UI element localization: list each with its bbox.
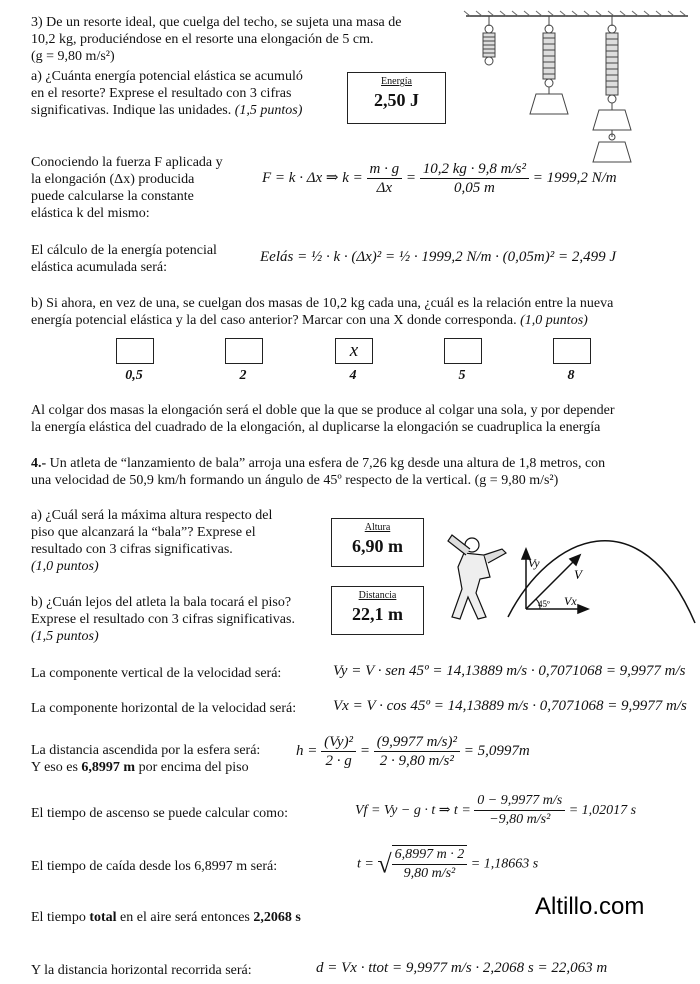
option-label: 5 [458, 368, 466, 383]
p3-k-line: la elongación (Δx) producida [31, 172, 195, 187]
equation-vy: Vy = V · sen 45º = 14,13889 m/s · 0,7071068 = 9,9977 m/s [333, 663, 686, 679]
equation-vx: Vx = V · cos 45º = 14,13889 m/s · 0,7071068 = 9,9977 m/s [333, 698, 687, 714]
equation-time-up [355, 792, 636, 829]
label-angle: 45º [538, 599, 550, 609]
p4-qa-line: piso que alcanzará la “bala”? Exprese el [31, 525, 256, 540]
eq-h-result: = 5,0997m [463, 743, 530, 759]
p3-qa-points: (1,5 puntos) [234, 103, 303, 118]
answer-box-label: Energía [381, 76, 412, 87]
watermark-logo: Altillo.com [535, 893, 645, 920]
eq-k-left: F = k · Δx ⇒ k = [262, 170, 363, 186]
p3-qb-points: (1,0 puntos) [520, 313, 588, 328]
p3-question-a [31, 68, 336, 119]
option-label: 8 [567, 368, 575, 383]
frac-numerator: 0 − 9,9977 m/s [474, 792, 565, 811]
frac-numerator: (9,9977 m/s)² [374, 733, 460, 752]
p4-intro-line: Un atleta de “lanzamiento de bala” arroja una esfera de 7,26 kg desde una altura de 1,8 metros, con [49, 456, 606, 471]
frac-numerator: m · g [367, 160, 403, 179]
eq-h-left: h = [296, 743, 318, 759]
frac-denominator: 0,05 m [453, 180, 495, 196]
equation-height: h = $\frac{\text{(Vy)²}}{2 \cdot g}$ = $\frac{\text{(9,9977 m/s)²}}{\text{2 · 9,80 m/s²}}$ = 5,0997m [296, 734, 530, 769]
label-vy: Vy [528, 556, 540, 570]
p4-line6-a: El tiempo [31, 910, 86, 925]
p3-ansb-line: la energía elástica del cuadrado de la elongación, al duplicarse la elongación se cuadruplica la energía [31, 420, 601, 435]
frac-denominator: 2 · g [325, 753, 352, 769]
answer-box-distance [331, 586, 424, 635]
eq-tf-result: = 1,18663 s [470, 856, 539, 872]
option-checkbox[interactable] [553, 338, 591, 364]
p3-k-explanation [31, 154, 249, 222]
p4-qa-points: (1,0 puntos) [31, 559, 99, 574]
p4-line3-a: La distancia ascendida por la esfera será: [31, 743, 261, 758]
frac-numerator: 10,2 kg · 9,8 m/s² [420, 160, 529, 179]
equation-distance: d = Vx · ttot = 9,9977 m/s · 2,2068 s = 22,063 m [316, 960, 608, 976]
p3-question-b [31, 295, 671, 329]
frac-numerator: 6,8997 m · 2 [392, 846, 468, 865]
p3-qa-line: significativas. Indique las unidades. [31, 103, 232, 118]
p4-qa-line: a) ¿Cuál será la máxima altura respecto del [31, 508, 273, 523]
p3-energy-explanation [31, 242, 261, 276]
option-checkbox[interactable] [225, 338, 263, 364]
p4-line1-text: La componente vertical de la velocidad será: [31, 666, 282, 681]
p3-intro [31, 14, 441, 65]
p4-number: 4.- [31, 456, 47, 471]
eq-h-frac2 [374, 733, 460, 770]
eq-t-left: Vf = Vy − g · t ⇒ t = [355, 803, 471, 818]
p4-line6-bold2: 2,2068 s [253, 910, 301, 925]
option-label: 0,5 [125, 368, 143, 383]
p4-qb-line: Exprese el resultado con 3 cifras significativas. [31, 612, 295, 627]
springs-figure [462, 10, 692, 170]
option-label: 4 [349, 368, 357, 383]
p4-qb-line: b) ¿Cuán lejos del atleta la bala tocará el piso? [31, 595, 292, 610]
p4-qb-points: (1,5 puntos) [31, 629, 99, 644]
trajectory-curve [508, 541, 695, 623]
p3-k-line: Conociendo la fuerza F aplicada y [31, 155, 223, 170]
p3-answer-b [31, 402, 681, 436]
equation-k: F = k · Δx ⇒ k = $\frac{m \cdot g}{\Delta x}$ = $\frac{\text{10,2 kg · 9,8 m/s²}}{0,05 m}$ = 1999,2 N/m [262, 161, 617, 196]
eq-k-frac1 [367, 160, 403, 197]
p3-qa-line: a) ¿Cuánta energía potencial elástica se acumuló [31, 69, 303, 84]
p3-k-line: elástica k del mismo: [31, 206, 150, 221]
p3-intro-line: 10,2 kg, produciéndose en el resorte una elongación de 5 cm. [31, 32, 374, 47]
p3-e-line: elástica acumulada será: [31, 260, 168, 275]
answer-box-value: 22,1 m [352, 604, 403, 624]
p3-e-line: El cálculo de la energía potencial [31, 243, 217, 258]
p4-line6-bold1: total [89, 910, 117, 925]
eq-k-frac2 [420, 160, 529, 197]
p4-question-a [31, 507, 331, 575]
athlete-figure [448, 535, 506, 619]
p4-line3-b: Y eso es [31, 760, 78, 775]
option-checkbox[interactable] [444, 338, 482, 364]
p3-qb-line: b) Si ahora, en vez de una, se cuelgan dos masas de 10,2 kg cada una, ¿cuál es la relación entre la nueva [31, 296, 614, 311]
p3-intro-line: 3) De un resorte ideal, que cuelga del techo, se sujeta una masa de [31, 15, 402, 30]
label-v: V [574, 567, 582, 582]
equation-energy: Eelás = ½ · k · (Δx)² = ½ · 1999,2 N/m · (0,05m)² = 2,499 J [260, 249, 617, 265]
option-checkbox[interactable]: x [335, 338, 373, 364]
p4-line6-text [31, 909, 301, 926]
p4-line4-text: El tiempo de ascenso se puede calcular como: [31, 806, 288, 821]
p4-line7-text: Y la distancia horizontal recorrida será: [31, 963, 252, 978]
eq-k-result: = 1999,2 N/m [532, 170, 617, 186]
equation-time-fall: t = √ $\frac{6,8997 m \cdot 2}{\text{9,80 m/s²}}$ = 1,18663 s [357, 847, 539, 881]
frac-denominator: 9,80 m/s² [403, 866, 456, 881]
label-vx: Vx [564, 594, 577, 608]
p3-qa-line: en el resorte? Exprese el resultado con 3 cifras [31, 86, 292, 101]
p3-ansb-line: Al colgar dos masas la elongación será el doble que la que se produce al colgar una sola, y por depender [31, 403, 615, 418]
answer-box-energy [347, 72, 446, 124]
frac-denominator: 2 · 9,80 m/s² [379, 753, 454, 769]
option-checkbox[interactable] [116, 338, 154, 364]
frac-denominator: Δx [376, 180, 393, 196]
eq-t-frac [474, 792, 565, 829]
option-label: 2 [239, 368, 247, 383]
frac-denominator: −9,80 m/s² [489, 812, 551, 827]
p4-intro-line: una velocidad de 50,9 km/h formando un ángulo de 45º respecto de la vertical. (g = 9,80 m/s²) [31, 473, 559, 488]
p4-line5-text: El tiempo de caída desde los 6,8997 m será: [31, 859, 278, 874]
p3-qb-line: energía potencial elástica y la del caso anterior? Marcar con una X donde corresponda. [31, 313, 517, 328]
p4-question-b [31, 594, 331, 645]
p3-k-line: puede calcularse la constante [31, 189, 194, 204]
eq-tf-frac [392, 845, 468, 883]
p4-line2-text: La componente horizontal de la velocidad será: [31, 701, 297, 716]
p4-intro [31, 455, 681, 489]
answer-box-height [331, 518, 424, 567]
frac-numerator: (Vy)² [321, 733, 356, 752]
answer-box-label: Distancia [358, 590, 397, 601]
eq-h-frac1 [321, 733, 356, 770]
answer-box-label: Altura [364, 522, 391, 533]
eq-t-result: = 1,02017 s [568, 803, 637, 818]
projectile-figure [440, 505, 696, 625]
p4-qa-line: resultado con 3 cifras significativas. [31, 542, 233, 557]
answer-box-value: 6,90 m [352, 536, 403, 556]
p3-intro-line: (g = 9,80 m/s²) [31, 49, 115, 64]
answer-box-value: 2,50 J [374, 90, 419, 110]
p4-line6-c: en el aire será entonces [120, 910, 250, 925]
p4-line3-c: por encima del piso [138, 760, 249, 775]
p4-line3-bold: 6,8997 m [81, 760, 136, 775]
p4-line3-text [31, 742, 260, 776]
eq-tf-left: t = [357, 856, 374, 872]
